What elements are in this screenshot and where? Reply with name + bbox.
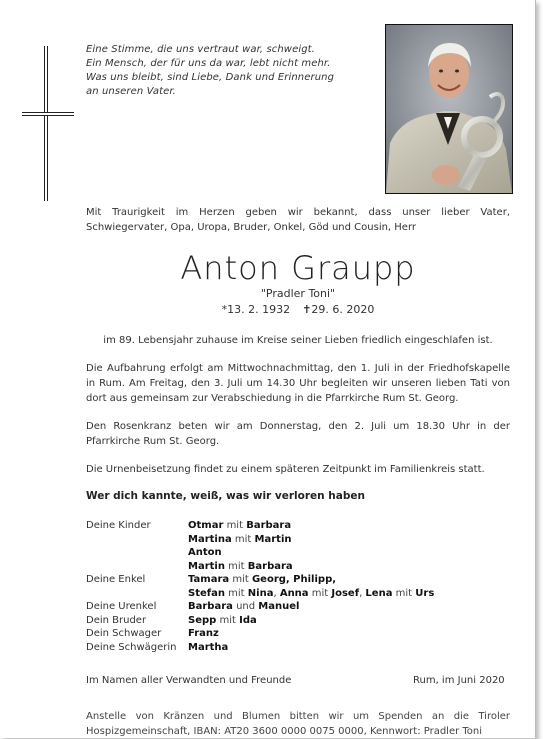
family-row-brother-in-law	[86, 627, 434, 641]
family-row	[86, 560, 434, 574]
viewing-paragraph: Die Aufbahrung erfolgt am Mittwochnachmittag, den 1. Juli in der Friedhofskapelle in Rum. Am Freitag, den 3. Juli um 14.30 Uhr begleiten wir unseren lieben Tati von dort aus gemeinsam zur Verabschiedung in die Pfarrkirche Rum St. Georg.	[86, 363, 510, 404]
family-connector: mit	[231, 533, 255, 545]
family-member: Martin	[254, 533, 292, 545]
family-connector: mit	[392, 587, 416, 599]
family-label: Deine Schwägerin	[86, 641, 177, 653]
family-member: Anton	[188, 547, 222, 558]
family-list	[86, 519, 434, 654]
cross-horizontal-bar	[22, 112, 74, 116]
family-connector: mit	[223, 520, 247, 531]
family-member: Josef	[331, 587, 360, 599]
poem-line: Eine Stimme, die uns vertraut war, schweigt.	[86, 44, 315, 55]
place-date: Rum, im Juni 2020	[413, 675, 505, 686]
death-date: ✝29. 6. 2020	[302, 303, 375, 316]
family-connector: mit	[224, 587, 248, 599]
poem	[86, 43, 334, 99]
family-member: Barbara	[246, 520, 292, 531]
family-row	[86, 533, 434, 547]
passed-text: im 89. Lebensjahr zuhause im Kreise seiner Lieben friedlich eingeschlafen ist.	[103, 335, 493, 346]
family-row-grandchildren	[86, 573, 434, 587]
poem-line: Ein Mensch, der für uns da war, lebt nicht mehr.	[86, 58, 331, 69]
family-connector: mit	[216, 614, 240, 626]
family-connector: mit	[308, 587, 332, 599]
family-member: Georg, Philipp,	[251, 574, 337, 585]
family-connector: mit	[229, 574, 252, 585]
family-row	[86, 587, 434, 601]
family-member: Martin	[188, 560, 225, 572]
deceased-name: Anton Graupp	[180, 249, 416, 287]
rosary-paragraph: Den Rosenkranz beten wir am Donnerstag, den 2. Juli um 18.30 Uhr in der Pfarrkirche Rum St. Georg.	[86, 421, 510, 447]
family-member: Ida	[239, 614, 257, 626]
family-row-great-grandchildren	[86, 600, 434, 614]
family-member: Manuel	[258, 601, 300, 612]
portrait-photo	[385, 24, 513, 194]
family-member: Tamara	[188, 574, 230, 585]
family-member: Martha	[188, 641, 229, 653]
family-label: Dein Bruder	[86, 614, 147, 626]
family-row	[86, 546, 434, 560]
family-member: Barbara	[247, 560, 293, 572]
family-member: Stefan	[188, 587, 225, 599]
family-member: Lena	[365, 587, 393, 599]
family-connector: ,	[359, 587, 366, 599]
family-connector: ,	[273, 587, 280, 599]
poem-line: an unseren Vater.	[86, 86, 176, 97]
family-label: Deine Urenkel	[86, 601, 157, 612]
family-row-brother	[86, 614, 434, 628]
family-member: Otmar	[188, 520, 224, 531]
family-label: Deine Enkel	[86, 574, 146, 585]
family-member: Urs	[415, 587, 435, 599]
urn-paragraph: Die Urnenbeisetzung findet zu einem späteren Zeitpunkt im Familienkreis statt.	[86, 464, 485, 475]
family-connector: und	[232, 601, 259, 612]
family-label: Dein Schwager	[86, 628, 162, 639]
cross-vertical-bar	[44, 46, 48, 201]
family-member: Sepp	[188, 614, 217, 626]
family-member: Franz	[188, 628, 219, 639]
donation-note: Anstelle von Kränzen und Blumen bitten wir um Spenden an die Tiroler Hospizgemeinschaft, IBAN: AT20 3600 0000 0075 0000, Kennwort: Pradler Toni	[86, 711, 510, 737]
birth-date: *13. 2. 1932	[221, 303, 291, 316]
life-dates	[86, 303, 510, 316]
family-member: Anna	[279, 587, 309, 599]
memorial-line: Wer dich kannte, weiß, was wir verloren haben	[86, 490, 365, 502]
poem-line: Was uns bleibt, sind Liebe, Dank und Erinnerung	[86, 72, 335, 83]
family-member: Nina	[247, 587, 274, 599]
family-connector: mit	[224, 560, 248, 572]
signature-line: Im Namen aller Verwandten und Freunde	[86, 675, 292, 686]
family-member: Barbara	[188, 601, 233, 612]
family-label: Deine Kinder	[86, 520, 151, 531]
family-member: Martina	[188, 533, 232, 545]
nickname: "Pradler Toni"	[260, 287, 336, 300]
intro-text: Mit Traurigkeit im Herzen geben wir bekannt, dass unser lieber Vater, Schwiegervater, Opa, Uropa, Bruder, Onkel, Göd und Cousin, Herr	[86, 207, 510, 233]
family-row-sister-in-law	[86, 641, 434, 655]
portrait-image	[386, 25, 512, 193]
family-row-children	[86, 519, 434, 533]
